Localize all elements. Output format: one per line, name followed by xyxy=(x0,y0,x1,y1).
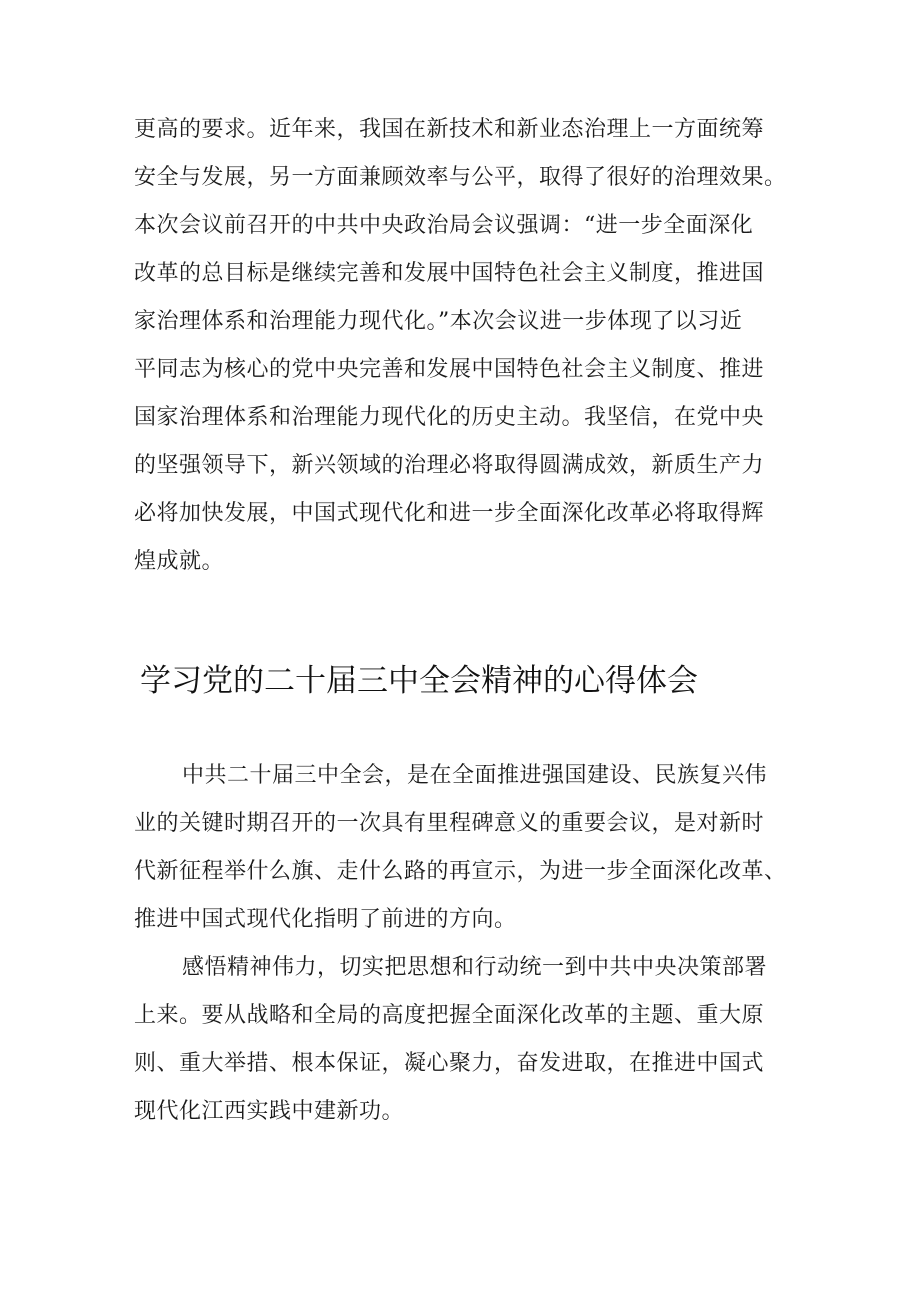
text-line: 现代化江西实践中建新功。 xyxy=(134,1099,405,1124)
text-line: 代新征程举什么旗、走什么路的再宣示，为进一步全面深化改革、 xyxy=(134,859,787,884)
text-line: 中共二十届三中全会，是在全面推进强国建设、民族复兴伟 xyxy=(182,763,768,788)
text-line: 的坚强领导下，新兴领域的治理必将取得圆满成效，新质生产力 xyxy=(134,453,765,478)
text-line: 改革的总目标是继续完善和发展中国特色社会主义制度，推进国 xyxy=(134,261,765,286)
text-line: 业的关键时期召开的一次具有里程碑意义的重要会议，是对新时 xyxy=(134,811,765,836)
text-line: 更高的要求。近年来，我国在新技术和新业态治理上一方面统筹 xyxy=(134,117,765,142)
text-line: 推进中国式现代化指明了前进的方向。 xyxy=(134,907,517,932)
text-line: 必将加快发展，中国式现代化和进一步全面深化改革必将取得辉 xyxy=(134,501,765,526)
article-paragraph-2 xyxy=(134,944,794,1136)
continued-paragraph xyxy=(134,106,794,586)
text-line: 本次会议前召开的中共中央政治局会议强调：“进一步全面深化 xyxy=(134,213,754,238)
text-line: 煌成就。 xyxy=(134,549,225,574)
text-line: 上来。要从战略和全局的高度把握全面深化改革的主题、重大原 xyxy=(134,1003,765,1028)
article-paragraph-1 xyxy=(134,752,794,944)
text-line: 国家治理体系和治理能力现代化的历史主动。我坚信，在党中央 xyxy=(134,405,765,430)
text-line: 平同志为核心的党中央完善和发展中国特色社会主义制度、推进 xyxy=(134,357,765,382)
text-line: 安全与发展，另一方面兼顾效率与公平，取得了很好的治理效果。 xyxy=(134,165,787,190)
text-line: 则、重大举措、根本保证，凝心聚力，奋发进取，在推进中国式 xyxy=(134,1051,765,1076)
article-title: 学习党的二十届三中全会精神的心得体会 xyxy=(140,663,698,699)
text-line: 感悟精神伟力，切实把思想和行动统一到中共中央决策部署 xyxy=(182,955,768,980)
text-line: 家治理体系和治理能力现代化。”本次会议进一步体现了以习近 xyxy=(134,309,743,334)
